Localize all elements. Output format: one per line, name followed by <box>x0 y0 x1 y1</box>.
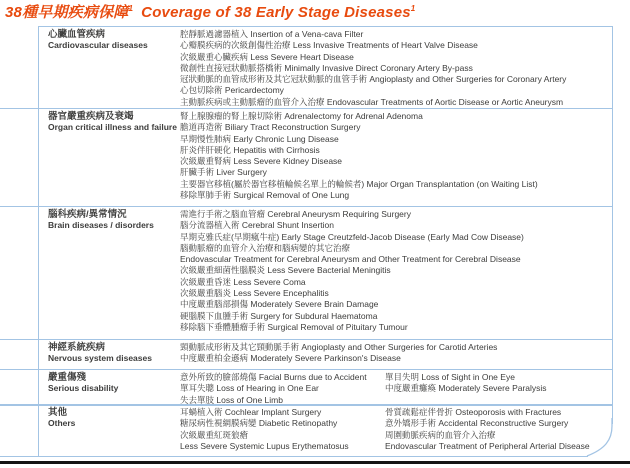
category-label-nervous-system <box>0 342 180 365</box>
disease-line: 冠狀動脈的血管成形術及其它冠狀動脈的血管手術 Angioplasty and Other Surgeries for Coronary Artery <box>180 74 567 85</box>
category-zh: 嚴重傷殘 <box>48 372 87 383</box>
footer-rule <box>0 461 630 464</box>
disease-line: 移除單肺手術 Surgical Removal of One Lung <box>180 190 350 201</box>
category-en: Serious disability <box>48 383 119 394</box>
section-cardiovascular <box>0 29 612 108</box>
disease-line: 意外所致的臉部燒傷 Facial Burns due to Accident <box>180 372 367 382</box>
category-en: Cardiovascular diseases <box>48 40 148 51</box>
disease-line: 次級嚴重心臟疾病 Less Severe Heart Disease <box>180 51 354 62</box>
category-en: Brain diseases / disorders <box>48 220 154 231</box>
category-zh: 心臟血管疾病 <box>48 29 106 40</box>
section-serious-disability <box>0 372 612 406</box>
section-divider <box>0 108 613 109</box>
disease-line: 心瓣膜疾病的次級創傷性治療 Less Invasive Treatments of Heart Valve Disease <box>180 40 478 51</box>
disease-list <box>180 111 612 201</box>
disease-line: 早期慢性肺病 Early Chronic Lung Disease <box>180 133 339 144</box>
disease-line: 單耳失聰 Loss of Hearing in One Ear <box>180 383 319 394</box>
disease-line: 意外矯形手術 Accidental Reconstructive Surgery <box>385 418 569 429</box>
footnote-marker-zh: 1 <box>128 4 134 13</box>
disease-line: 膽道再造術 Biliary Tract Reconstruction Surgery <box>180 122 361 133</box>
disease-line: 單目失明 Loss of Sight in One Eye <box>385 372 515 382</box>
disease-line: 骨質疏鬆症伴骨折 Osteoporosis with Fractures <box>385 407 562 417</box>
page-title-en: Coverage of 38 Early Stage Diseases <box>141 4 411 21</box>
category-zh: 器官嚴重疾病及衰竭 <box>48 111 134 122</box>
disease-line: 腔靜脈過濾器植入 Insertion of a Vena-cava Filter <box>180 29 364 39</box>
category-zh: 腦科疾病/異常情況 <box>48 209 127 220</box>
category-zh: 神經系統疾病 <box>48 342 106 353</box>
category-en: Organ critical illness and failure <box>48 122 177 133</box>
disease-list <box>180 209 612 333</box>
disease-column <box>180 407 385 452</box>
disease-list <box>180 372 612 406</box>
disease-line: 需進行手術之腦血管瘤 Cerebral Aneurysm Requiring Surgery <box>180 209 411 219</box>
disease-line: 中度嚴重癱瘓 Moderately Severe Paralysis <box>385 383 547 394</box>
section-divider <box>0 369 613 370</box>
disease-line: 早期克雅氏症(早期瘋牛症) Early Stage Creutzfeld-Jacob Disease (Early Mad Cow Disease) <box>180 231 524 242</box>
page-title <box>5 1 415 22</box>
disease-line: 糖尿病性視網膜病變 Diabetic Retinopathy <box>180 418 338 429</box>
disease-column <box>385 407 612 452</box>
disease-line: 頸動脈成形術及其它頸動脈手術 Angioplasty and Other Surgeries for Carotid Arteries <box>180 342 498 352</box>
section-divider <box>0 206 613 207</box>
disease-line: 主要器官移植(屬於器官移植輪候名單上的輪候者) Major Organ Transplantation (on Waiting List) <box>180 178 538 189</box>
disease-line: 腦動脈瘤的血管介入治療和腦病變的其它治療 <box>180 242 351 253</box>
disease-list <box>180 342 612 365</box>
disease-line: 次級嚴重腦炎 Less Severe Encephalitis <box>180 288 329 299</box>
disease-line: 次級嚴重腎病 Less Severe Kidney Disease <box>180 156 343 167</box>
disease-line: 次級嚴重昏迷 Less Severe Coma <box>180 276 306 287</box>
disease-line: 肝臟手術 Liver Surgery <box>180 167 267 178</box>
section-divider <box>0 339 613 340</box>
disease-column <box>180 209 612 333</box>
disease-line: 次級嚴重細菌性腦膜炎 Less Severe Bacterial Meningitis <box>180 265 391 276</box>
section-others <box>0 407 612 452</box>
section-organ-critical-illness <box>0 111 612 201</box>
disease-line: 硬腦膜下血腫手術 Surgery for Subdural Haematoma <box>180 310 378 321</box>
category-label-others <box>0 407 180 430</box>
section-nervous-system <box>0 342 612 365</box>
disease-line: 中度嚴重柏金遜病 Moderately Severe Parkinson's Disease <box>180 353 401 364</box>
table-border-top <box>38 26 613 27</box>
disease-line: 周圍動脈疾病的血管介入治療 <box>385 429 496 440</box>
disease-line: 次級嚴重紅斑狼瘡 <box>180 429 249 440</box>
disease-line: 中度嚴重腦部損傷 Moderately Severe Brain Damage <box>180 299 379 310</box>
disease-list <box>180 29 612 108</box>
disease-column <box>180 342 612 365</box>
category-label-cardiovascular <box>0 29 180 52</box>
disease-line: Endovascular Treatment for Cerebral Aneurysm and Other Treatment for Cerebral Disease <box>180 254 521 265</box>
disease-line: 腎上腺腺瘤的腎上腺切除術 Adrenalectomy for Adrenal Adenoma <box>180 111 423 121</box>
category-en: Others <box>48 418 76 429</box>
category-label-organ-critical-illness <box>0 111 180 134</box>
category-label-serious-disability <box>0 372 180 395</box>
disease-line: 腦分流器植入術 Cerebral Shunt Insertion <box>180 220 334 231</box>
disease-line: Less Severe Systemic Lupus Erythematosus <box>180 440 349 451</box>
category-zh: 其他 <box>48 407 68 418</box>
section-brain-diseases <box>0 209 612 333</box>
disease-line: 失去單肢 Loss of One Limb <box>180 394 283 405</box>
disease-line: 主動脈疾病或主動脈瘤的血管介入治療 Endovascular Treatments of Aortic Disease or Aortic Aneurysm <box>180 96 564 107</box>
table-border-bottom <box>0 456 588 457</box>
disease-line: 心包切除術 Pericardectomy <box>180 85 284 96</box>
disease-line: 耳蝸植入術 Cochlear Implant Surgery <box>180 407 322 417</box>
disease-list <box>180 407 612 452</box>
disease-column <box>385 372 612 406</box>
disease-line: 微創性直接冠狀動脈搭橋術 Minimally Invasive Direct Coronary Artery By-pass <box>180 62 473 73</box>
page-title-zh: 38種早期疾病保障 <box>5 4 129 21</box>
category-en: Nervous system diseases <box>48 353 152 364</box>
footnote-marker-en: 1 <box>410 4 416 13</box>
category-label-brain-diseases <box>0 209 180 232</box>
disease-line: 移除腦下垂體腫瘤手術 Surgical Removal of Pituitary Tumour <box>180 321 408 332</box>
disease-column <box>180 29 612 108</box>
disease-line: Endovascular Treatment of Peripheral Arterial Disease <box>385 440 590 451</box>
disease-line: 肝炎伴肝硬化 Hepatitis with Cirrhosis <box>180 144 320 155</box>
disease-column <box>180 111 612 201</box>
disease-column <box>180 372 385 406</box>
table-border-right <box>612 26 613 424</box>
